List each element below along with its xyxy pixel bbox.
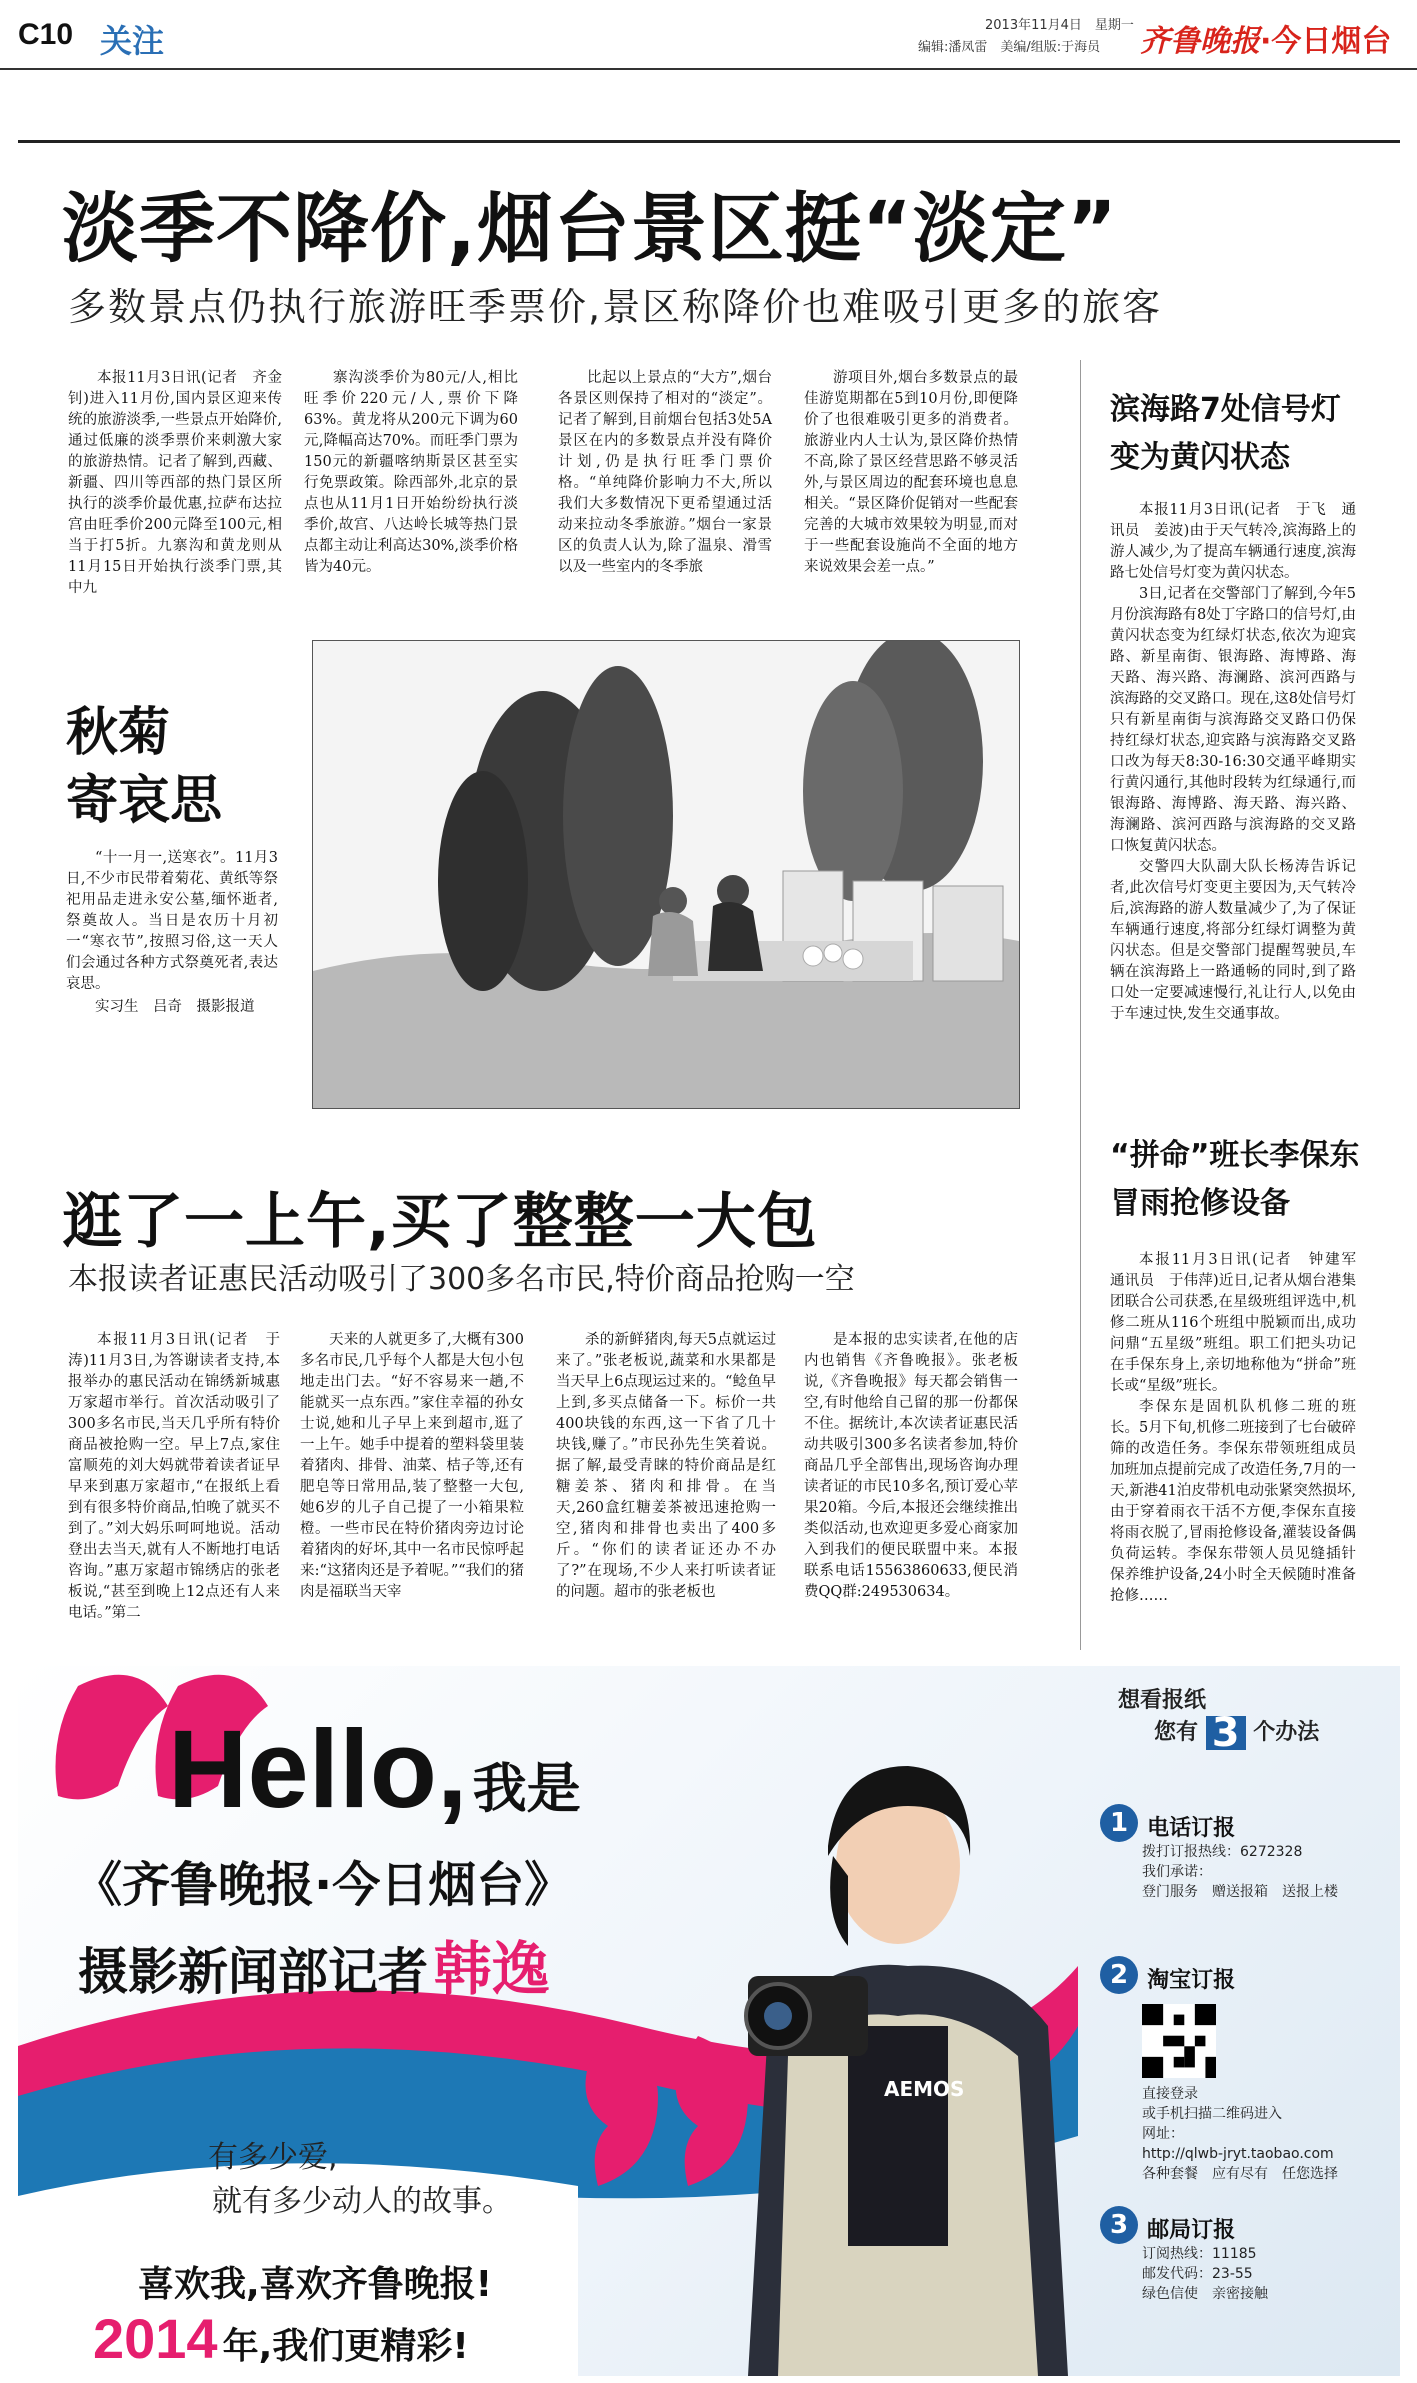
subscribe-title-row (1118, 1710, 1390, 1756)
sidebar-story1-body (1110, 500, 1356, 1025)
method-line: 或手机扫描二维码进入 (1142, 2106, 1282, 2122)
slogan-line2: 年,我们更精彩! (222, 2326, 469, 2367)
cemetery-photo (312, 640, 1020, 1109)
quote-line2: 就有多少动人的故事。 (212, 2184, 512, 2219)
method-line: 绿色信使 亲密接触 (1142, 2286, 1268, 2302)
method-lines (1142, 1842, 1390, 1902)
quote-line1: 有多少爱, (208, 2140, 338, 2175)
section-name: 关注 (100, 22, 165, 60)
photo-credit: 实习生 吕奇 摄影报道 (95, 999, 255, 1015)
shirt-text: AEMOS (884, 2077, 965, 2101)
lead-column-1 (68, 368, 282, 599)
method-name: 邮局订报 (1147, 2218, 1236, 2243)
logo-text: 齐鲁晚报 (1140, 24, 1260, 59)
subscription-ad (18, 1666, 1400, 2376)
second-column-3 (556, 1330, 776, 1603)
second-paragraph: 杀的新鲜猪肉,每天5点就运过来了。”张老板说,蔬菜和水果都是当天早上6点现运过来的。“鲶鱼早上到,多买点储备一下。标价一共400块钱的东西,这一下省了几十块钱,赚了。”市民孙先生笑着说。据了解,最受青睐的特价商品是红糖姜茶、猪肉和排骨。在当天,260盒红糖姜茶被迅速抢购一空,猪肉和排骨也卖出了400多斤。“你们的读者证还办不办了?”在现场,不少人来打听读者证的问题。超市的张老板也 (556, 1332, 776, 1600)
subscribe-title-suffix: 个办法 (1253, 1720, 1320, 1745)
method-number: 1 (1100, 1804, 1138, 1842)
sidebar-paragraph: 李保东是固机队机修二班的班长。5月下旬,机修二班接到了七台破碎筛的改造任务。李保东带领班组成员加班加点提前完成了改造任务,7月的一天,新港41泊皮带机电动张紧突然损坏,由于穿着雨衣干活不方便,李保东直接将雨衣脱了,冒雨抢修设备,灌装设备偶负荷运转。李保东带领人员见缝插针保养维护设备,24小时全天候随时准备抢修…… (1110, 1399, 1356, 1604)
lead-subhead: 多数景点仍执行旅游旺季票价,景区称降价也难吸引更多的旅客 (68, 285, 1163, 329)
ad-reporter-line (78, 1922, 550, 2006)
photo-caption: “十一月一,送寒衣”。11月3日,不少市民带着菊花、黄纸等祭祀用品走进永安公墓,缅怀逝者,祭奠故人。当日是农历十月初一“寒衣节”,按照习俗,这一天人们会通过各种方式祭奠死者,表达哀思。 (66, 850, 278, 992)
cemetery-photo-art (313, 641, 1019, 1108)
lead-paragraph: 寨沟淡季价为80元/人,相比旺季价220元/人,票价下降63%。黄龙将从200元下调为60元,降幅高达70%。而旺季门票为150元的新疆喀纳斯景区甚至实行免票政策。除西部外,北京的景点也从11月1日开始纷纷执行淡季价,故宫、八达岭长城等热门景点都主动让利高达30%,淡季价格皆为40元。 (304, 370, 518, 575)
lead-paragraph: 游项目外,烟台多数景点的最佳游览期都在5到10月份,即便降价了也很难吸引更多的消费者。旅游业内人士认为,景区降价热情不高,除了景区经营思路不够灵活外,与景区周边的配套环境也息息相关。“景区降价促销对一些配套完善的大城市效果较为明显,而对于一些配套设施尚不全面的地方来说效果会差一点。” (804, 370, 1018, 575)
page-number: C10 (18, 18, 74, 51)
method-line: 订阅热线：11185 (1142, 2246, 1257, 2262)
subscribe-count: 3 (1206, 1716, 1246, 1750)
second-headline: 逛了一上午,买了整整一大包 (62, 1187, 818, 1257)
subscribe-title-middle: 您有 (1154, 1720, 1199, 1745)
ad-slogan-line1: 喜欢我,喜欢齐鲁晚报! (138, 2264, 493, 2305)
masthead (0, 0, 1417, 70)
dept-title: 摄影新闻部记者 (78, 1943, 428, 2001)
masthead-rule (0, 68, 1417, 70)
subscribe-title-prefix: 想看报纸 (1118, 1688, 1207, 1713)
second-paragraph: 本报11月3日讯(记者 于涛)11月3日,为答谢读者支持,本报举办的惠民活动在锦绣新城惠万家超市举行。首次活动吸引了300多名市民,当天几乎所有特价商品被抢购一空。早上7点,家住富顺苑的刘大妈就带着读者证早早来到惠万家超市,“在报纸上看到有很多特价商品,怕晚了就买不到了。”刘大妈乐呵呵地说。活动登出去当天,就有人不断地打电话咨询。”惠万家超市锦绣店的张老板说,“甚至到晚上12点还有人来电话。”第二 (68, 1332, 280, 1621)
ad-slogan-line2-wrap (93, 2306, 469, 2371)
ad-hello (168, 1706, 581, 1833)
method-phone (1100, 1804, 1390, 1902)
method-taobao (1100, 1956, 1390, 2184)
sidebar-story1-title-line2: 变为黄闪状态 (1110, 440, 1290, 475)
method-line: 登门服务 赠送报箱 送报上楼 (1142, 1884, 1338, 1900)
sidebar-story2-body (1110, 1250, 1371, 1607)
photo-title-line2: 寄哀思 (66, 771, 223, 831)
sidebar-story2-title-line2: 冒雨抢修设备 (1110, 1186, 1290, 1221)
method-lines (1142, 2244, 1390, 2304)
subscribe-title (1100, 1686, 1390, 1756)
sidebar-divider (1080, 360, 1081, 1650)
photo-caption-block (66, 848, 278, 1018)
slogan-year: 2014 (93, 2307, 218, 2370)
method-post (1100, 2206, 1390, 2304)
lead-headline: 淡季不降价,烟台景区挺“淡定” (62, 184, 1118, 273)
logo-suffix: ·今日烟台 (1260, 24, 1392, 59)
method-line: 直接登录 (1142, 2086, 1198, 2102)
wo-shi-text: 我是 (472, 1757, 581, 1820)
sidebar-paragraph: 交警四大队副大队长杨涛告诉记者,此次信号灯变更主要因为,天气转冷后,滨海路的游人数量减少了,为了保证车辆通行速度,将部分红绿灯调整为黄闪状态。但是交警部门提醒驾驶员,车辆在滨海路上一路通畅的同时,到了路口处一定要减速慢行,礼让行人,以免由于车速过快,发生交通事故。 (1110, 859, 1356, 1022)
sidebar-story1-title-line1: 滨海路7处信号灯 (1110, 392, 1341, 427)
lead-paragraph: 比起以上景点的“大方”,烟台各景区则保持了相对的“淡定”。记者了解到,目前烟台包括3处5A景区在内的多数景点并没有降价计划,仍是执行旺季门票价格。“单纯降价影响力不大,所以我们大多数情况下更希望通过活动来拉动冬季旅游。”烟台一家景区的负责人认为,除了温泉、滑雪以及一些室内的冬季旅 (558, 370, 772, 575)
second-column-2 (300, 1330, 524, 1603)
photo-title-line1: 秋菊 (66, 703, 171, 763)
lead-column-2 (304, 368, 518, 578)
method-number: 2 (1100, 1956, 1138, 1994)
method-lines (1142, 2084, 1390, 2184)
sidebar-paragraph: 本报11月3日讯(记者 钟建军 通讯员 于伟萍)近日,记者从烟台港集团联合公司获悉,在星级班组评选中,机修二班从116个班组中脱颖而出,成功问鼎“五星级”班组。职工们把头功记在手保东身上,亲切地称他为“拼命”班长或“星级”班长。 (1110, 1252, 1371, 1394)
method-line: 各种套餐 应有尽有 任您选择 (1142, 2166, 1338, 2182)
method-number: 3 (1100, 2206, 1138, 2244)
lead-paragraph: 本报11月3日讯(记者 齐金钊)进入11月份,国内景区迎来传统的旅游淡季,一些景点开始降价,通过低廉的淡季票价来刺激大家的旅游热情。记者了解到,西藏、新疆、四川等西部的热门景区所执行的淡季价最优惠,拉萨布达拉宫由旺季价200元降至100元,相当于打5折。九寨沟和黄龙则从11月15日开始执行淡季门票,其中九 (68, 370, 282, 596)
method-line: http://qlwb-jryt.taobao.com (1142, 2146, 1334, 2162)
section-rule (18, 140, 1400, 143)
second-column-1 (68, 1330, 280, 1624)
sidebar-story2-title-line1: “拼命”班长李保东 (1110, 1138, 1360, 1173)
subscribe-panel (1100, 1686, 1390, 2366)
second-paragraph: 是本报的忠实读者,在他的店内也销售《齐鲁晚报》。张老板说,《齐鲁晚报》每天都会销售一空,有时他给自己留的那一份都保不住。据统计,本次读者证惠民活动共吸引300多名读者参加,特价商品几乎全部售出,现场咨询办理读者证的市民10多名,预订爱心苹果20箱。今后,本报还会继续推出类似活动,也欢迎更多爱心商家加入到我们的便民联盟中来。本报联系电话15563860633,便民消费QQ群:249530634。 (804, 1332, 1018, 1600)
method-name: 电话订报 (1147, 1816, 1236, 1841)
qr-code-icon (1142, 2004, 1216, 2078)
second-column-4 (804, 1330, 1018, 1603)
sidebar-paragraph: 本报11月3日讯(记者 于飞 通讯员 姜波)由于天气转冷,滨海路上的游人减少,为了提高车辆通行速度,滨海路七处信号灯变为黄闪状态。 (1110, 502, 1356, 581)
date-line: 2013年11月4日 星期一 (985, 18, 1134, 33)
sidebar-paragraph: 3日,记者在交警部门了解到,今年5月份滨海路有8处丁字路口的信号灯,由黄闪状态变为红绿灯状态,依次为迎宾路、新星南街、银海路、海博路、海天路、海兴路、海澜路、滨河西路与滨海路的交叉路口。现在,这8处信号灯只有新星南街与滨海路交叉路口仍保持红绿灯状态,迎宾路与滨海路交叉路口改为每天8:30-16:30交通平峰期实行黄闪通行,其他时段转为红绿通行,而银海路、海博路、海天路、海兴路、海澜路、滨河西路与滨海路的交叉路口恢复黄闪状态。 (1110, 586, 1356, 854)
second-paragraph: 天来的人就更多了,大概有300多名市民,几乎每个人都是大包小包地走出门去。“好不容易来一趟,不能就买一点东西。”家住幸福的孙女士说,她和儿子早上来到超市,逛了一上午。她手中提着的塑料袋里装着猪肉、排骨、油菜、桔子等,还有肥皂等日常用品,装了整整一大包,她6岁的儿子自己提了一小箱果粒橙。一些市民在特价猪肉旁边讨论着猪肉的好坏,其中一名市民惊呼起来:“这猪肉还是予着呢。”“我们的猪肉是福联当天宰 (300, 1332, 524, 1600)
ad-paper-name: 《齐鲁晚报·今日烟台》 (74, 1857, 573, 1913)
lead-column-3 (558, 368, 772, 578)
reporter-photo (708, 1696, 1088, 2376)
method-line: 网址： (1142, 2126, 1184, 2142)
lead-column-4 (804, 368, 1018, 578)
method-line: 拨打订报热线：6272328 (1142, 1844, 1303, 1860)
masthead-logo (1140, 16, 1391, 60)
reporter-name: 韩逸 (433, 1935, 550, 2003)
hello-text: Hello, (168, 1708, 468, 1831)
method-line: 邮发代码：23-55 (1142, 2266, 1253, 2282)
second-subhead: 本报读者证惠民活动吸引了300多名市民,特价商品抢购一空 (68, 1262, 855, 1297)
method-name: 淘宝订报 (1147, 1968, 1236, 1993)
ad-quote (208, 2136, 512, 2224)
method-line: 我们承诺： (1142, 1864, 1212, 1880)
editor-line: 编辑:潘凤雷 美编/组版:于海员 (918, 40, 1101, 55)
